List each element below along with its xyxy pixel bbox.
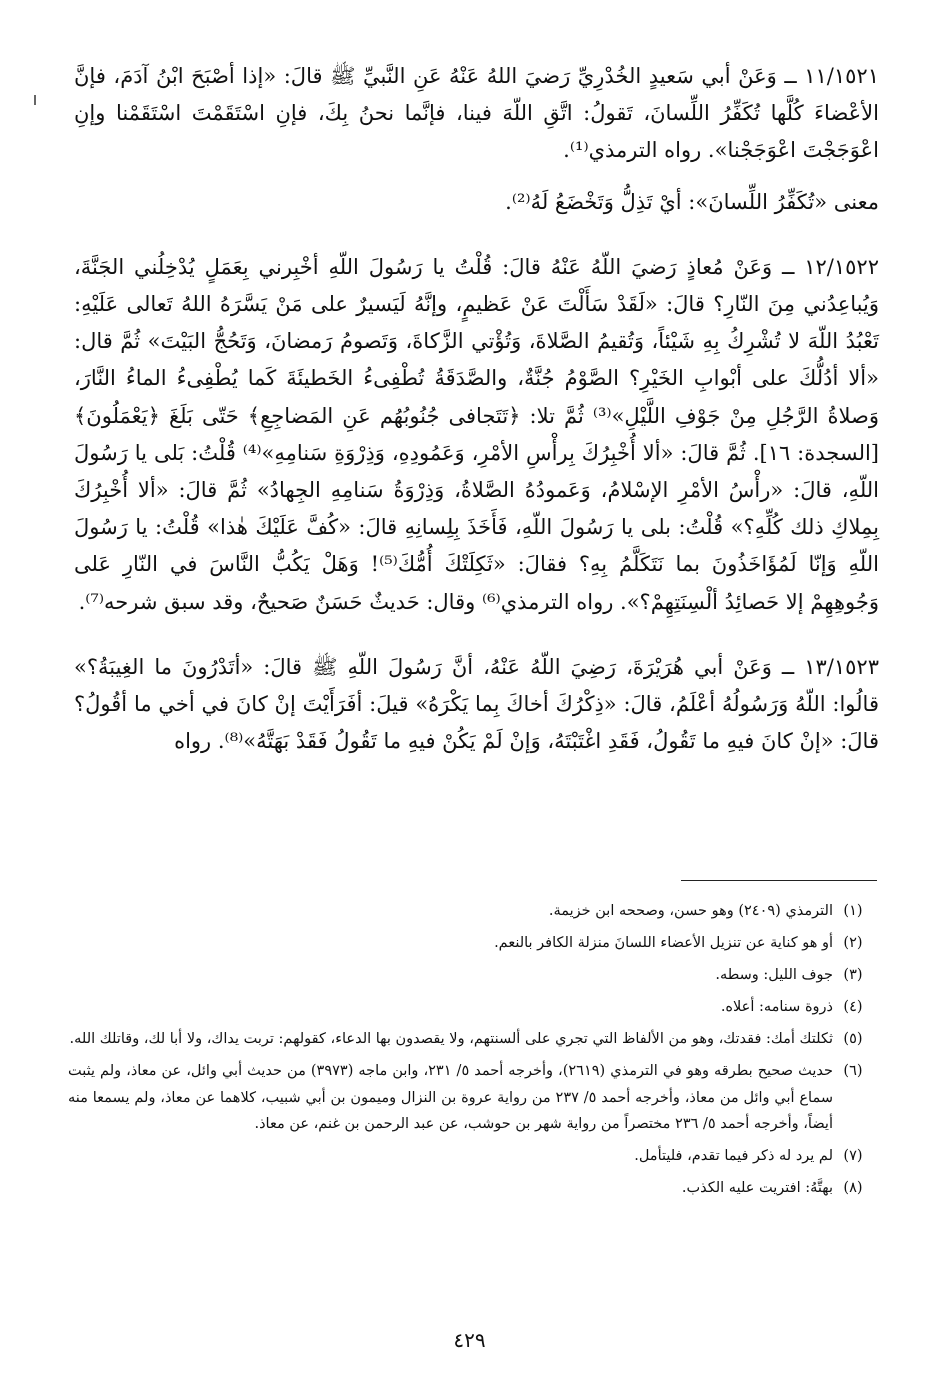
footnote-number: (٧) [843,1148,863,1165]
footnotes [68,898,873,1207]
footnote-text: الترمذي (٢٤٠٩) وهو حسن، وصححه ابن خزيمة. [548,903,833,919]
footnote-text: جوف الليل: وسطه. [715,966,833,983]
footnote-text: ثكلتك أمك: فقدتك، وهو من الألفاظ التي تجري على ألسنتهم، ولا يقصدون بها الدعاء، كقولهم: تربت يداك، ولا أبا لك، وقاتلك الله. [69,1030,833,1047]
hadith-1521-note: معنى «تُكَفِّرُ اللِّسانَ»: أيْ تَذِلُّ وَتَخْضَعُ لَهُ⁽²⁾. [505,189,879,214]
footnote-text: حديث صحيح بطرقه وهو في الترمذي (٢٦١٩)، وأخرجه أحمد ٥/ ٢٣١، وابن ماجه (٣٩٧٣) من حديث أبي وائل، عن معاذ، ولم يثبت سماع أبي وائل من معاذ، وأخرجه أحمد ٥/ ٢٣٧ من رواية عروة بن النزال وميمون بن أبي شبيب، كلاهما عن معاذ، ولم يسمعا منه أيضاً، وأخرجه أحمد ٥/ ٢٣٦ مختصراً من رواية شهر بن حوشب، عن عبد الرحمن بن غنم، عن معاذ. [68,1062,833,1133]
footnote-text: لم يرد له ذكر فيما تقدم، فليتأمل. [634,1148,833,1165]
margin-mark [34,95,36,105]
footnote-8 [68,1175,873,1202]
footnote-1 [68,898,873,925]
footnote-number: (٨) [843,1180,863,1197]
footnote-7 [68,1143,873,1170]
footnote-number: (٣) [843,966,863,983]
footnote-2 [68,930,873,957]
footnote-4 [68,994,873,1021]
main-text [74,58,879,760]
footnote-text: بهتَّهُ: افتريت عليه الكذب. [681,1180,833,1197]
footnote-5 [68,1026,873,1053]
hadith-1521: ١١/١٥٢١ ــ وَعَنْ أبي سَعيدٍ الخُدْرِيِّ رَضيَ اللهُ عَنْهُ عَنِ النَّبيِّ ﷺ قالَ: «إذا أصْبَحَ ابْنُ آدَمَ، فإنَّ الأعْضاءَ كُلَّها تُكَفِّرُ اللِّسانَ، تَقولُ: اتَّقِ اللّهَ فينا، فإنَّما نحنُ بِكَ، فإنِ اسْتَقَمْتَ اسْتَقَمْنا وإنِ اعْوَجَجْتَ اعْوَجَجْنا». رواه الترمذي⁽¹⁾. [74,64,879,163]
footnote-text: أو هو كناية عن تنزيل الأعضاء اللسانَ منزلة الكافر بالنعم. [494,934,833,951]
footnote-3 [68,962,873,989]
footnote-text: ذروة سنامه: أعلاه. [720,998,833,1015]
footnote-number: (٥) [843,1030,863,1047]
footnote-number: (٤) [843,998,863,1015]
footnote-number: (١) [843,903,863,919]
page-number: ٤٢٩ [453,1328,486,1352]
footnote-number: (٢) [843,934,863,951]
hadith-1522: ١٢/١٥٢٢ ــ وَعَنْ مُعاذٍ رَضيَ اللّهُ عَنْهُ قالَ: قُلْتُ يا رَسُولَ اللّهِ أخْبِرني بِعَمَلٍ يُدْخِلُني الجَنَّةَ، وَيُباعِدُني مِنَ النّارِ؟ قالَ: «لَقَدْ سَأَلْتَ عَنْ عَظيمٍ، وإنَّهُ لَيَسيرٌ على مَنْ يَسَّرَهُ اللهُ تَعالى عَلَيْهِ: تَعْبُدُ اللّهَ لا تُشْرِكُ بِهِ شَيْئاً، وَتُقيمُ الصَّلاةَ، وَتُؤْتي الزَّكاةَ، وَتَصومُ رَمضانَ، وَتَحُجُّ البَيْتَ» ثُمَّ قال: «ألا أدُلُّكَ على أبْوابِ الخَيْرِ؟ الصَّوْمُ جُنَّةٌ، والصَّدَقَةُ تُطْفِىءُ الخَطيئَةَ كَما يُطْفِىءُ الماءُ النَّارَ، وَصلاةُ الرَّجُلِ مِنْ جَوْفِ اللَّيْلِ»⁽³⁾ ثُمَّ تلا: ﴿تَتَجافى جُنُوبُهُم عَنِ المَضاجِعِ﴾ حَتّى بَلَغَ ﴿يَعْمَلُونَ﴾ [السجدة: ١٦]. ثُمَّ قالَ: «ألا أُخْبِرُكَ بِرأْسِ الأمْرِ، وَعَمُودِهِ، وَذِرْوَةِ سَنامِهِ»⁽⁴⁾ قُلْتُ: بَلى يا رَسُولَ اللّهِ، قالَ: «رأْسُ الأمْرِ الإسْلامُ، وَعَمودُهُ الصَّلاةُ، وَذِرْوَةُ سَنامِهِ الجِهادُ» ثُمَّ قالَ: «ألا أُخْبِرُكَ بِمِلاكِ ذلك كُلِّهِ؟» قُلْتُ: بلى يا رَسُولَ اللّهِ، فَأَخَذَ بِلِسانِهِ قالَ: «كُفَّ عَلَيْكَ هٰذا» قُلْتُ: يا رَسُولَ اللّهِ وَإنّا لَمُؤَاخَذُونَ بما نَتَكَلَّمُ بِهِ؟ فقالَ: «ثَكِلَتْكَ أُمُّكَ⁽⁵⁾! وَهَلْ يَكُبُّ النَّاسَ في النّارِ عَلى وَجُوهِهِمْ إلا حَصائِدُ ألْسِنَتِهِمْ؟». رواه الترمذي⁽⁶⁾ وقال: حَديثٌ حَسَنٌ صَحيحٌ، وقد سبق شرحه⁽⁷⁾. [74,254,879,614]
footnote-6 [68,1058,873,1138]
footnote-separator [681,880,877,881]
footnote-number: (٦) [843,1062,863,1079]
hadith-1523: ١٣/١٥٢٣ ــ وَعَنْ أبي هُرَيْرَةَ، رَضِيَ اللّهُ عَنْهُ، أنَّ رَسُولَ اللّهِ ﷺ قالَ: «أتَدْرُونَ ما الغِيبَةُ؟» قالُوا: اللّهُ وَرَسُولُهُ أعْلَمُ، قالَ: «ذِكْرُكَ أخاكَ بِما يَكْرَهُ» قيلَ: أفَرَأَيْتَ إنْ كانَ في أخي ما أقُولُ؟ قالَ: «إنْ كانَ فيهِ ما تَقُولُ، فَقَدِ اغْتَبْتَهُ، وَإنْ لَمْ يَكُنْ فيهِ ما تَقُولُ فَقَدْ بَهَتَّهُ»⁽⁸⁾. رواه [74,654,879,754]
